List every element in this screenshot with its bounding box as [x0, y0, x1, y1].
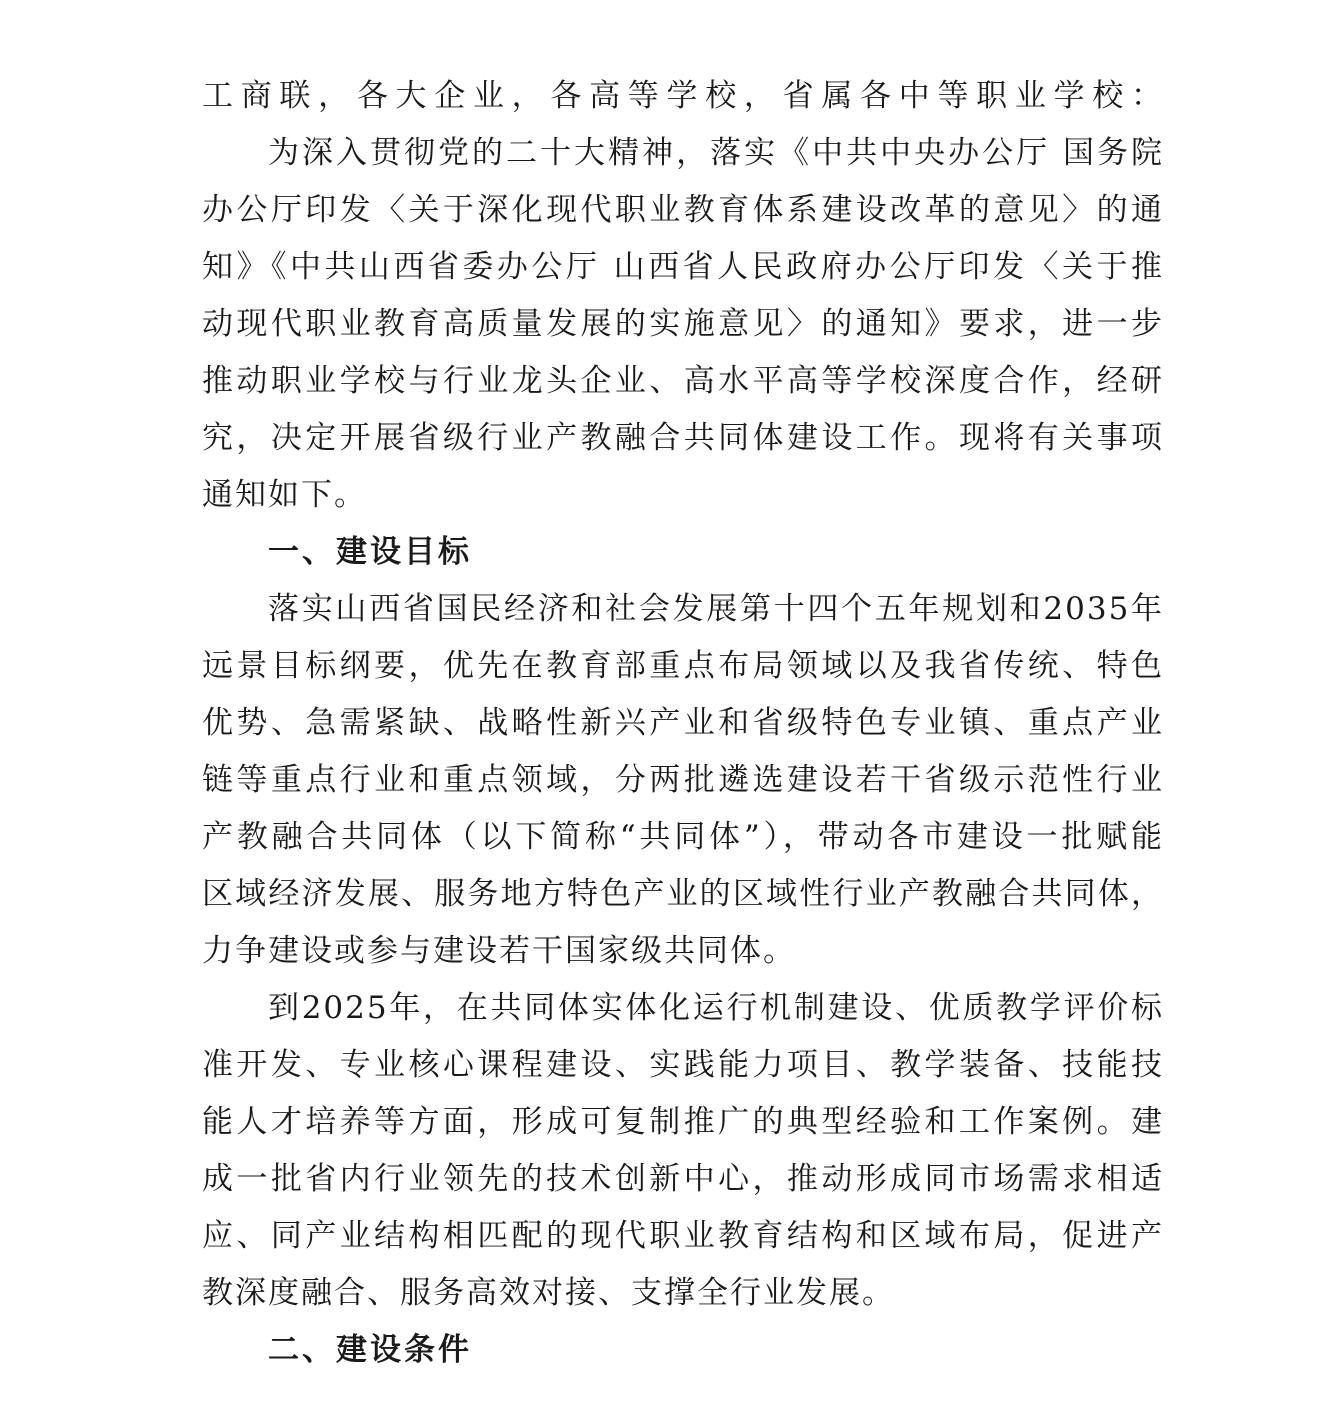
text-line: 应、同产业结构相匹配的现代职业教育结构和区域布局，促进产: [202, 1218, 1164, 1254]
text-line: 办公厅印发〈关于深化现代职业教育体系建设改革的意见〉的通: [202, 192, 1164, 228]
section-heading-1: 一、建设目标: [268, 534, 472, 570]
text-line: 究，决定开展省级行业产教融合共同体建设工作。现将有关事项: [202, 420, 1164, 456]
text-line-paragraph-2-start: 落实山西省国民经济和社会发展第十四个五年规划和2035年: [268, 591, 1164, 627]
text-line: 优势、急需紧缺、战略性新兴产业和省级特色专业镇、重点产业: [202, 705, 1164, 741]
text-line: 推动职业学校与行业龙头企业、高水平高等学校深度合作，经研: [202, 363, 1164, 399]
text-line-paragraph-3-end: 教深度融合、服务高效对接、支撑全行业发展。: [202, 1275, 895, 1311]
text-line-addressees: 工商联，各大企业，各高等学校，省属各中等职业学校：: [202, 78, 1164, 114]
text-line: 区域经济发展、服务地方特色产业的区域性行业产教融合共同体，: [202, 876, 1164, 912]
text-line: 链等重点行业和重点领域，分两批遴选建设若干省级示范性行业: [202, 762, 1164, 798]
section-heading-2: 二、建设条件: [268, 1332, 472, 1368]
text-line: 动现代职业教育高质量发展的实施意见〉的通知》要求，进一步: [202, 306, 1164, 342]
text-line: 准开发、专业核心课程建设、实践能力项目、教学装备、技能技: [202, 1047, 1164, 1083]
text-line-paragraph-3-start: 到2025年，在共同体实体化运行机制建设、优质教学评价标: [268, 990, 1164, 1026]
text-line: 产教融合共同体（以下简称“共同体”），带动各市建设一批赋能: [202, 819, 1164, 855]
document-body: [202, 68, 1164, 1379]
text-line: 知》《中共山西省委办公厅 山西省人民政府办公厅印发〈关于推: [202, 249, 1164, 285]
text-line: 能人才培养等方面，形成可复制推广的典型经验和工作案例。建: [202, 1104, 1164, 1140]
text-line-paragraph-1-start: 为深入贯彻党的二十大精神，落实《中共中央办公厅 国务院: [268, 135, 1164, 171]
text-line: 远景目标纲要，优先在教育部重点布局领域以及我省传统、特色: [202, 648, 1164, 684]
text-line: 成一批省内行业领先的技术创新中心，推动形成同市场需求相适: [202, 1161, 1164, 1197]
text-line-paragraph-2-end: 力争建设或参与建设若干国家级共同体。: [202, 933, 796, 969]
text-line-paragraph-1-end: 通知如下。: [202, 477, 367, 513]
